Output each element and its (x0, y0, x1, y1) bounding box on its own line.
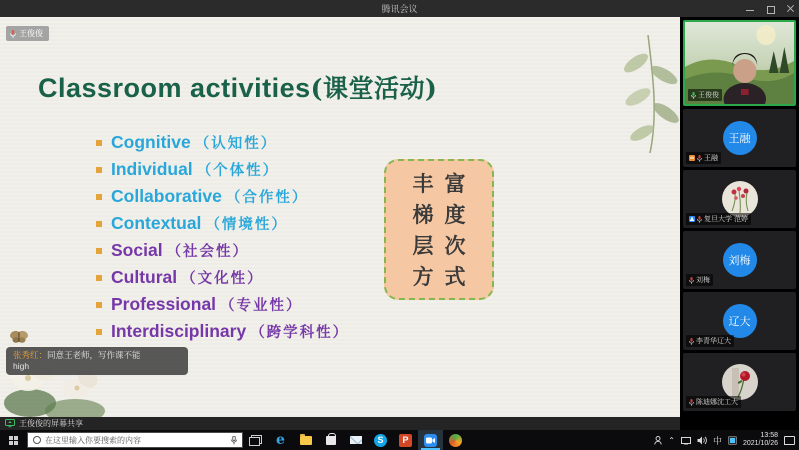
participant-name-label (686, 396, 741, 408)
list-item (96, 264, 349, 291)
clock-date: 2021/10/26 (742, 440, 778, 447)
maximize-icon[interactable] (766, 5, 774, 13)
item-en: Cognitive (111, 132, 191, 152)
participant-name: 李青华辽大 (696, 338, 731, 345)
item-zh: （合作性） (225, 189, 309, 206)
butterfly-icon (10, 329, 28, 345)
mail-icon[interactable] (343, 430, 368, 450)
bullet-icon (96, 248, 102, 254)
list-item (96, 291, 349, 318)
bullet-icon (96, 329, 102, 335)
participant-name-label (686, 274, 713, 286)
participant-name: 刘梅 (696, 277, 710, 284)
chat-sender: 张秀红： (13, 350, 48, 360)
window-titlebar (0, 0, 799, 17)
user-tray-icon[interactable] (654, 436, 662, 445)
task-view-icon[interactable] (243, 430, 268, 450)
item-en: Social (111, 240, 163, 260)
avatar-photo-flowers (722, 181, 758, 217)
item-en: Interdisciplinary (111, 321, 247, 341)
avatar: 刘梅 (723, 243, 757, 277)
participant-tile-video[interactable] (683, 20, 796, 106)
search-icon (33, 436, 41, 444)
item-zh: （个体性） (196, 162, 280, 179)
participant-name: 王融 (704, 155, 718, 162)
ime-indicator[interactable]: 中 (712, 435, 722, 446)
start-button[interactable] (0, 430, 26, 450)
member-icon (689, 216, 695, 222)
bullet-icon (96, 194, 102, 200)
chat-overlay (6, 347, 188, 375)
share-status-label: 王俊俊的屏幕共享 (19, 419, 83, 428)
action-center-icon[interactable] (784, 436, 795, 445)
activity-list (96, 129, 349, 345)
participant-name-label (688, 89, 722, 101)
search-mic-icon[interactable] (231, 436, 237, 445)
powerpoint-icon[interactable]: P (393, 430, 418, 450)
participants-sidebar (680, 17, 799, 430)
leaves-decoration (608, 35, 680, 155)
window-title: 腾讯会议 (381, 4, 418, 14)
slide-title-zh: (课堂活动) (310, 74, 438, 103)
list-item (96, 129, 349, 156)
participant-tile[interactable] (683, 353, 796, 411)
microsoft-store-icon[interactable] (318, 430, 343, 450)
participant-tile[interactable] (683, 292, 796, 350)
screen-share-icon (5, 419, 15, 428)
mic-on-icon (691, 92, 696, 99)
box-line: 层次 (412, 232, 477, 258)
list-item (96, 210, 349, 237)
edge-icon[interactable]: e (276, 432, 285, 448)
mic-muted-icon (689, 277, 694, 284)
volume-icon[interactable] (697, 436, 707, 445)
avatar: 王融 (723, 121, 757, 155)
browser-360-icon[interactable] (443, 430, 468, 450)
participant-tile[interactable] (683, 231, 796, 289)
chat-message-line2: high (13, 361, 30, 371)
item-en: Collaborative (111, 186, 222, 206)
participant-name: 王俊俊 (698, 92, 719, 99)
windows-logo-icon (9, 436, 18, 445)
tray-expand-icon[interactable]: ⌃ (668, 435, 675, 445)
taskbar-clock[interactable] (743, 432, 778, 448)
item-zh: （认知性） (194, 135, 278, 152)
item-zh: （情境性） (205, 216, 288, 233)
clock-time: 13:58 (760, 432, 778, 439)
mic-muted-icon (689, 338, 694, 345)
avatar-photo-rose (722, 364, 758, 400)
item-zh: （跨学科性） (250, 324, 350, 341)
participant-name-label (686, 213, 751, 225)
mic-muted-icon (689, 399, 694, 406)
item-zh: （社会性） (166, 243, 250, 260)
windows-taskbar (0, 430, 799, 450)
chat-message: 同意王老师，写作课不能 (47, 350, 141, 360)
screen-share-view (0, 17, 680, 417)
mic-muted-icon (697, 216, 702, 223)
box-line: 梯度 (412, 201, 477, 227)
participant-tile[interactable] (683, 170, 796, 228)
item-en: Contextual (111, 213, 202, 233)
list-item (96, 156, 349, 183)
current-speaker-badge (6, 26, 49, 41)
bullet-icon (96, 167, 102, 173)
tencent-meeting-taskbar-icon[interactable] (418, 430, 443, 450)
slide-title-en: Classroom activities (38, 73, 311, 103)
speaker-mic-icon (10, 30, 16, 38)
participant-name-label (686, 152, 721, 164)
item-zh: （文化性） (181, 270, 264, 287)
item-en: Individual (111, 159, 193, 179)
mic-muted-icon (697, 155, 702, 162)
list-item (96, 183, 349, 210)
highlight-box (384, 159, 494, 300)
box-line: 方式 (412, 263, 477, 289)
close-icon[interactable] (786, 5, 794, 13)
participant-name-label (686, 335, 734, 347)
bullet-icon (96, 140, 102, 146)
network-icon[interactable] (681, 436, 691, 445)
system-tray (654, 432, 799, 448)
list-item (96, 318, 349, 345)
search-input[interactable] (45, 436, 227, 445)
minimize-icon[interactable] (746, 5, 754, 13)
avatar: 辽大 (723, 304, 757, 338)
bullet-icon (96, 275, 102, 281)
share-status-bar (0, 417, 680, 430)
item-zh: （专业性） (220, 297, 303, 314)
bullet-icon (96, 302, 102, 308)
current-speaker-name: 王俊俊 (19, 29, 43, 38)
taskbar-search[interactable] (27, 432, 243, 448)
skype-icon[interactable]: S (368, 430, 393, 450)
slide-title (38, 69, 437, 105)
item-en: Professional (111, 294, 217, 314)
participant-name: 陈迪娜沈工大 (696, 399, 738, 406)
participant-tile[interactable] (683, 109, 796, 167)
participant-name: 复旦大学 范婷 (704, 216, 748, 223)
list-item (96, 237, 349, 264)
raised-hand-icon (689, 155, 695, 161)
file-explorer-icon[interactable] (293, 430, 318, 450)
bullet-icon (96, 221, 102, 227)
item-en: Cultural (111, 267, 178, 287)
box-line: 丰富 (412, 170, 477, 196)
tray-app-icon[interactable] (728, 436, 737, 445)
